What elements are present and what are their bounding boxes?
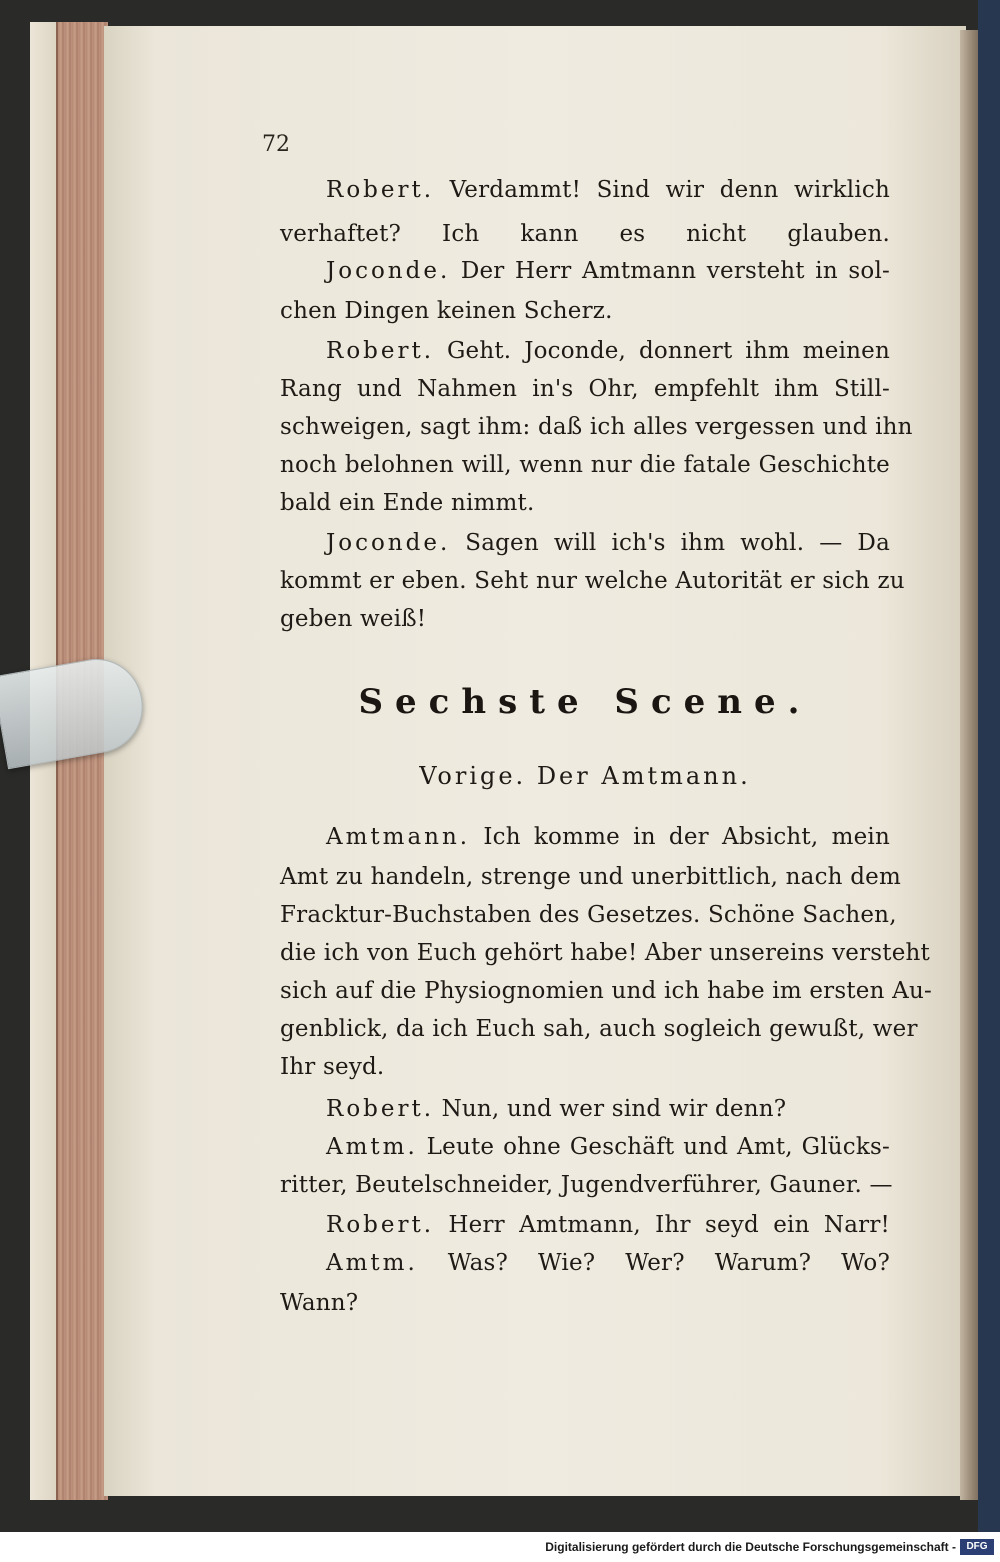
speaker-name: Robert. <box>326 338 435 364</box>
line-text: Herr Amtmann, Ihr seyd ein Narr! <box>434 1212 890 1238</box>
scene-characters: Vorige. Der Amtmann. <box>419 762 751 790</box>
text-line <box>280 1016 918 1042</box>
speaker-name: Robert. <box>326 1096 435 1122</box>
line-text: Ihr seyd. <box>280 1054 385 1080</box>
line-text: Der Herr Amtmann versteht in sol- <box>450 258 890 284</box>
text-line <box>326 1096 890 1122</box>
dfg-logo-icon: DFG <box>960 1539 994 1555</box>
text-line <box>280 864 901 890</box>
text-line <box>280 1290 890 1316</box>
text-line <box>280 902 897 928</box>
page-block-edges <box>56 22 108 1500</box>
line-text: kommt er eben. Seht nur welche Autorität er sich zu <box>280 568 905 594</box>
line-text: Fracktur-Buchstaben des Gesetzes. Schöne Sachen, <box>280 902 897 928</box>
line-text: Verdammt! Sind wir denn wirklich <box>434 177 890 203</box>
line-text: Sagen will ich's ihm wohl. — Da <box>450 530 890 556</box>
line-text: Ich komme in der Absicht, mein <box>470 824 890 850</box>
line-text: Amt zu handeln, strenge und unerbittlich, nach dem <box>280 864 901 890</box>
speaker-name: Robert. <box>326 177 435 203</box>
text-line <box>280 1172 893 1198</box>
speaker-name: Joconde. <box>326 530 451 556</box>
speaker-name: Robert. <box>326 1212 435 1238</box>
text-line <box>280 490 890 516</box>
line-text: ritter, Beutelschneider, Jugendverführer, Gauner. — <box>280 1172 893 1198</box>
line-text: Was? Wie? Wer? Warum? Wo? <box>417 1250 890 1276</box>
line-text: bald ein Ende nimmt. <box>280 490 535 516</box>
text-line <box>280 606 890 632</box>
line-text: sich auf die Physiognomien und ich habe im ersten Au- <box>280 978 932 1004</box>
text-line <box>326 338 890 364</box>
text-line <box>326 177 890 203</box>
text-line <box>280 221 890 247</box>
text-line <box>280 452 890 478</box>
line-text: Geht. Joconde, donnert ihm meinen <box>434 338 890 364</box>
speaker-name: Joconde. <box>326 258 451 284</box>
footer-bar <box>0 1532 1000 1562</box>
text-line <box>280 298 890 324</box>
text-line <box>280 568 905 594</box>
line-text: Rang und Nahmen in's Ohr, empfehlt ihm Still- <box>280 376 890 402</box>
text-line <box>280 376 890 402</box>
line-text: Nun, und wer sind wir denn? <box>434 1096 787 1122</box>
text-line <box>326 530 890 556</box>
speaker-name: Amtmann. <box>326 824 471 850</box>
page-number: 72 <box>262 132 290 157</box>
text-line <box>326 1250 890 1276</box>
line-text: Wann? <box>280 1290 359 1316</box>
text-line <box>326 1134 890 1160</box>
text-line <box>326 258 890 284</box>
text-line <box>326 824 890 850</box>
speaker-name: Amtm. <box>326 1134 418 1160</box>
line-text: verhaftet? Ich kann es nicht glauben. <box>280 221 890 247</box>
scene-heading: Sechste Scene. <box>358 682 812 722</box>
line-text: genblick, da ich Euch sah, auch sogleich gewußt, wer <box>280 1016 918 1042</box>
line-text: noch belohnen will, wenn nur die fatale Geschichte <box>280 452 890 478</box>
speaker-name: Amtm. <box>326 1250 418 1276</box>
funding-notice: Digitalisierung gefördert durch die Deutsche Forschungsgemeinschaft - <box>545 1540 956 1554</box>
line-text: die ich von Euch gehört habe! Aber unsereins versteht <box>280 940 930 966</box>
line-text: Leute ohne Geschäft und Amt, Glücks- <box>417 1134 890 1160</box>
text-line <box>280 940 930 966</box>
text-line <box>280 1054 890 1080</box>
text-line <box>280 978 932 1004</box>
text-line <box>280 414 913 440</box>
line-text: chen Dingen keinen Scherz. <box>280 298 613 324</box>
scanner-border <box>978 0 1000 1532</box>
line-text: geben weiß! <box>280 606 427 632</box>
text-line <box>326 1212 890 1238</box>
line-text: schweigen, sagt ihm: daß ich alles vergessen und ihn <box>280 414 913 440</box>
